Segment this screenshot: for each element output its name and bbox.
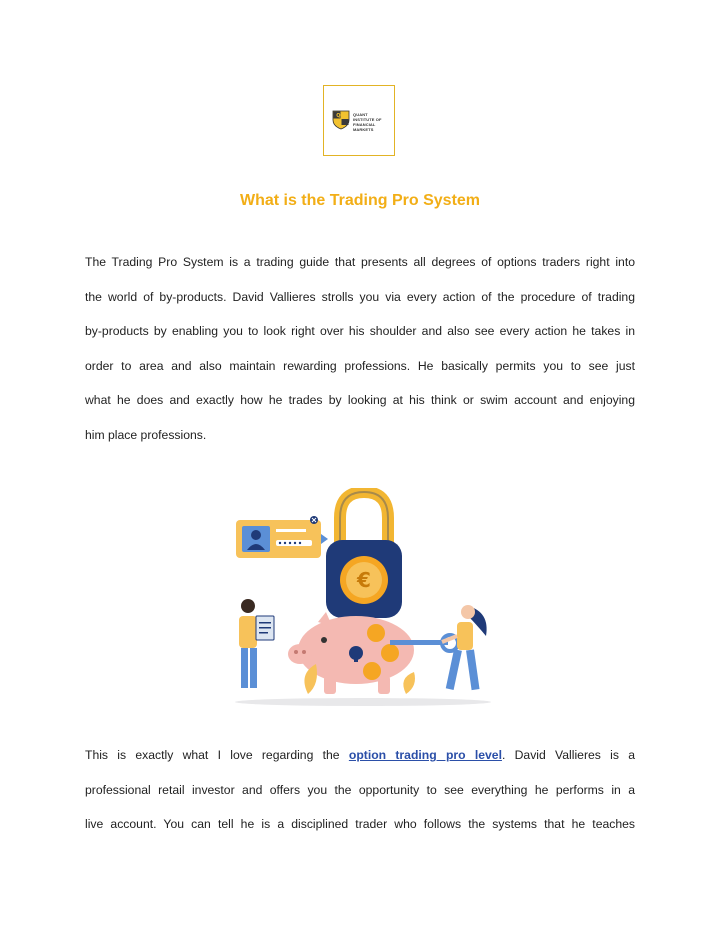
logo [323, 85, 395, 156]
paragraph-2 [85, 746, 635, 850]
logo-line-2: INSTITUTE OF [353, 117, 382, 122]
id-card-icon [236, 516, 328, 558]
logo-line-3: FINANCIAL MARKETS [353, 122, 376, 132]
paragraph-line: The Trading Pro System is a trading guide that presents all degrees of options traders right into [85, 255, 635, 269]
paragraph-line: him place professions. [85, 427, 207, 442]
text-after-link: . David Vallieres is a [501, 748, 635, 762]
paragraph-line [85, 746, 635, 781]
option-trading-pro-link[interactable]: option trading pro level [348, 748, 502, 762]
text-before-link: This is exactly what I love regarding the [85, 748, 340, 762]
svg-text:Q: Q [336, 113, 341, 119]
paragraph-line: professional retail investor and offers you the opportunity to see everything he performs in a [85, 782, 635, 797]
euro-coin-symbol: € [357, 568, 371, 592]
shield-icon [332, 110, 350, 130]
paragraph-line: order to area and also maintain rewarding professions. He basically permits you to see just [85, 358, 635, 373]
paragraph-line: live account. You can tell he is a disciplined trader who follows the systems that he teaches [85, 817, 635, 831]
logo-line-1: QUANT [353, 112, 368, 117]
article-title: What is the Trading Pro System [239, 192, 481, 209]
paragraph-1 [85, 253, 635, 460]
piggy-bank-security-illustration [228, 488, 493, 708]
person-with-clipboard [239, 599, 274, 688]
person-pulling-key [442, 605, 487, 690]
paragraph-line: by-products by enabling you to look right over his shoulder and also see every action he takes in [85, 324, 635, 338]
paragraph-line: what he does and exactly how he trades by looking at his think or swim account and enjoying [85, 393, 635, 407]
logo-text [353, 112, 394, 132]
paragraph-line: the world of by-products. David Vallieres strolls you via every action of the procedure of trading [85, 289, 635, 304]
